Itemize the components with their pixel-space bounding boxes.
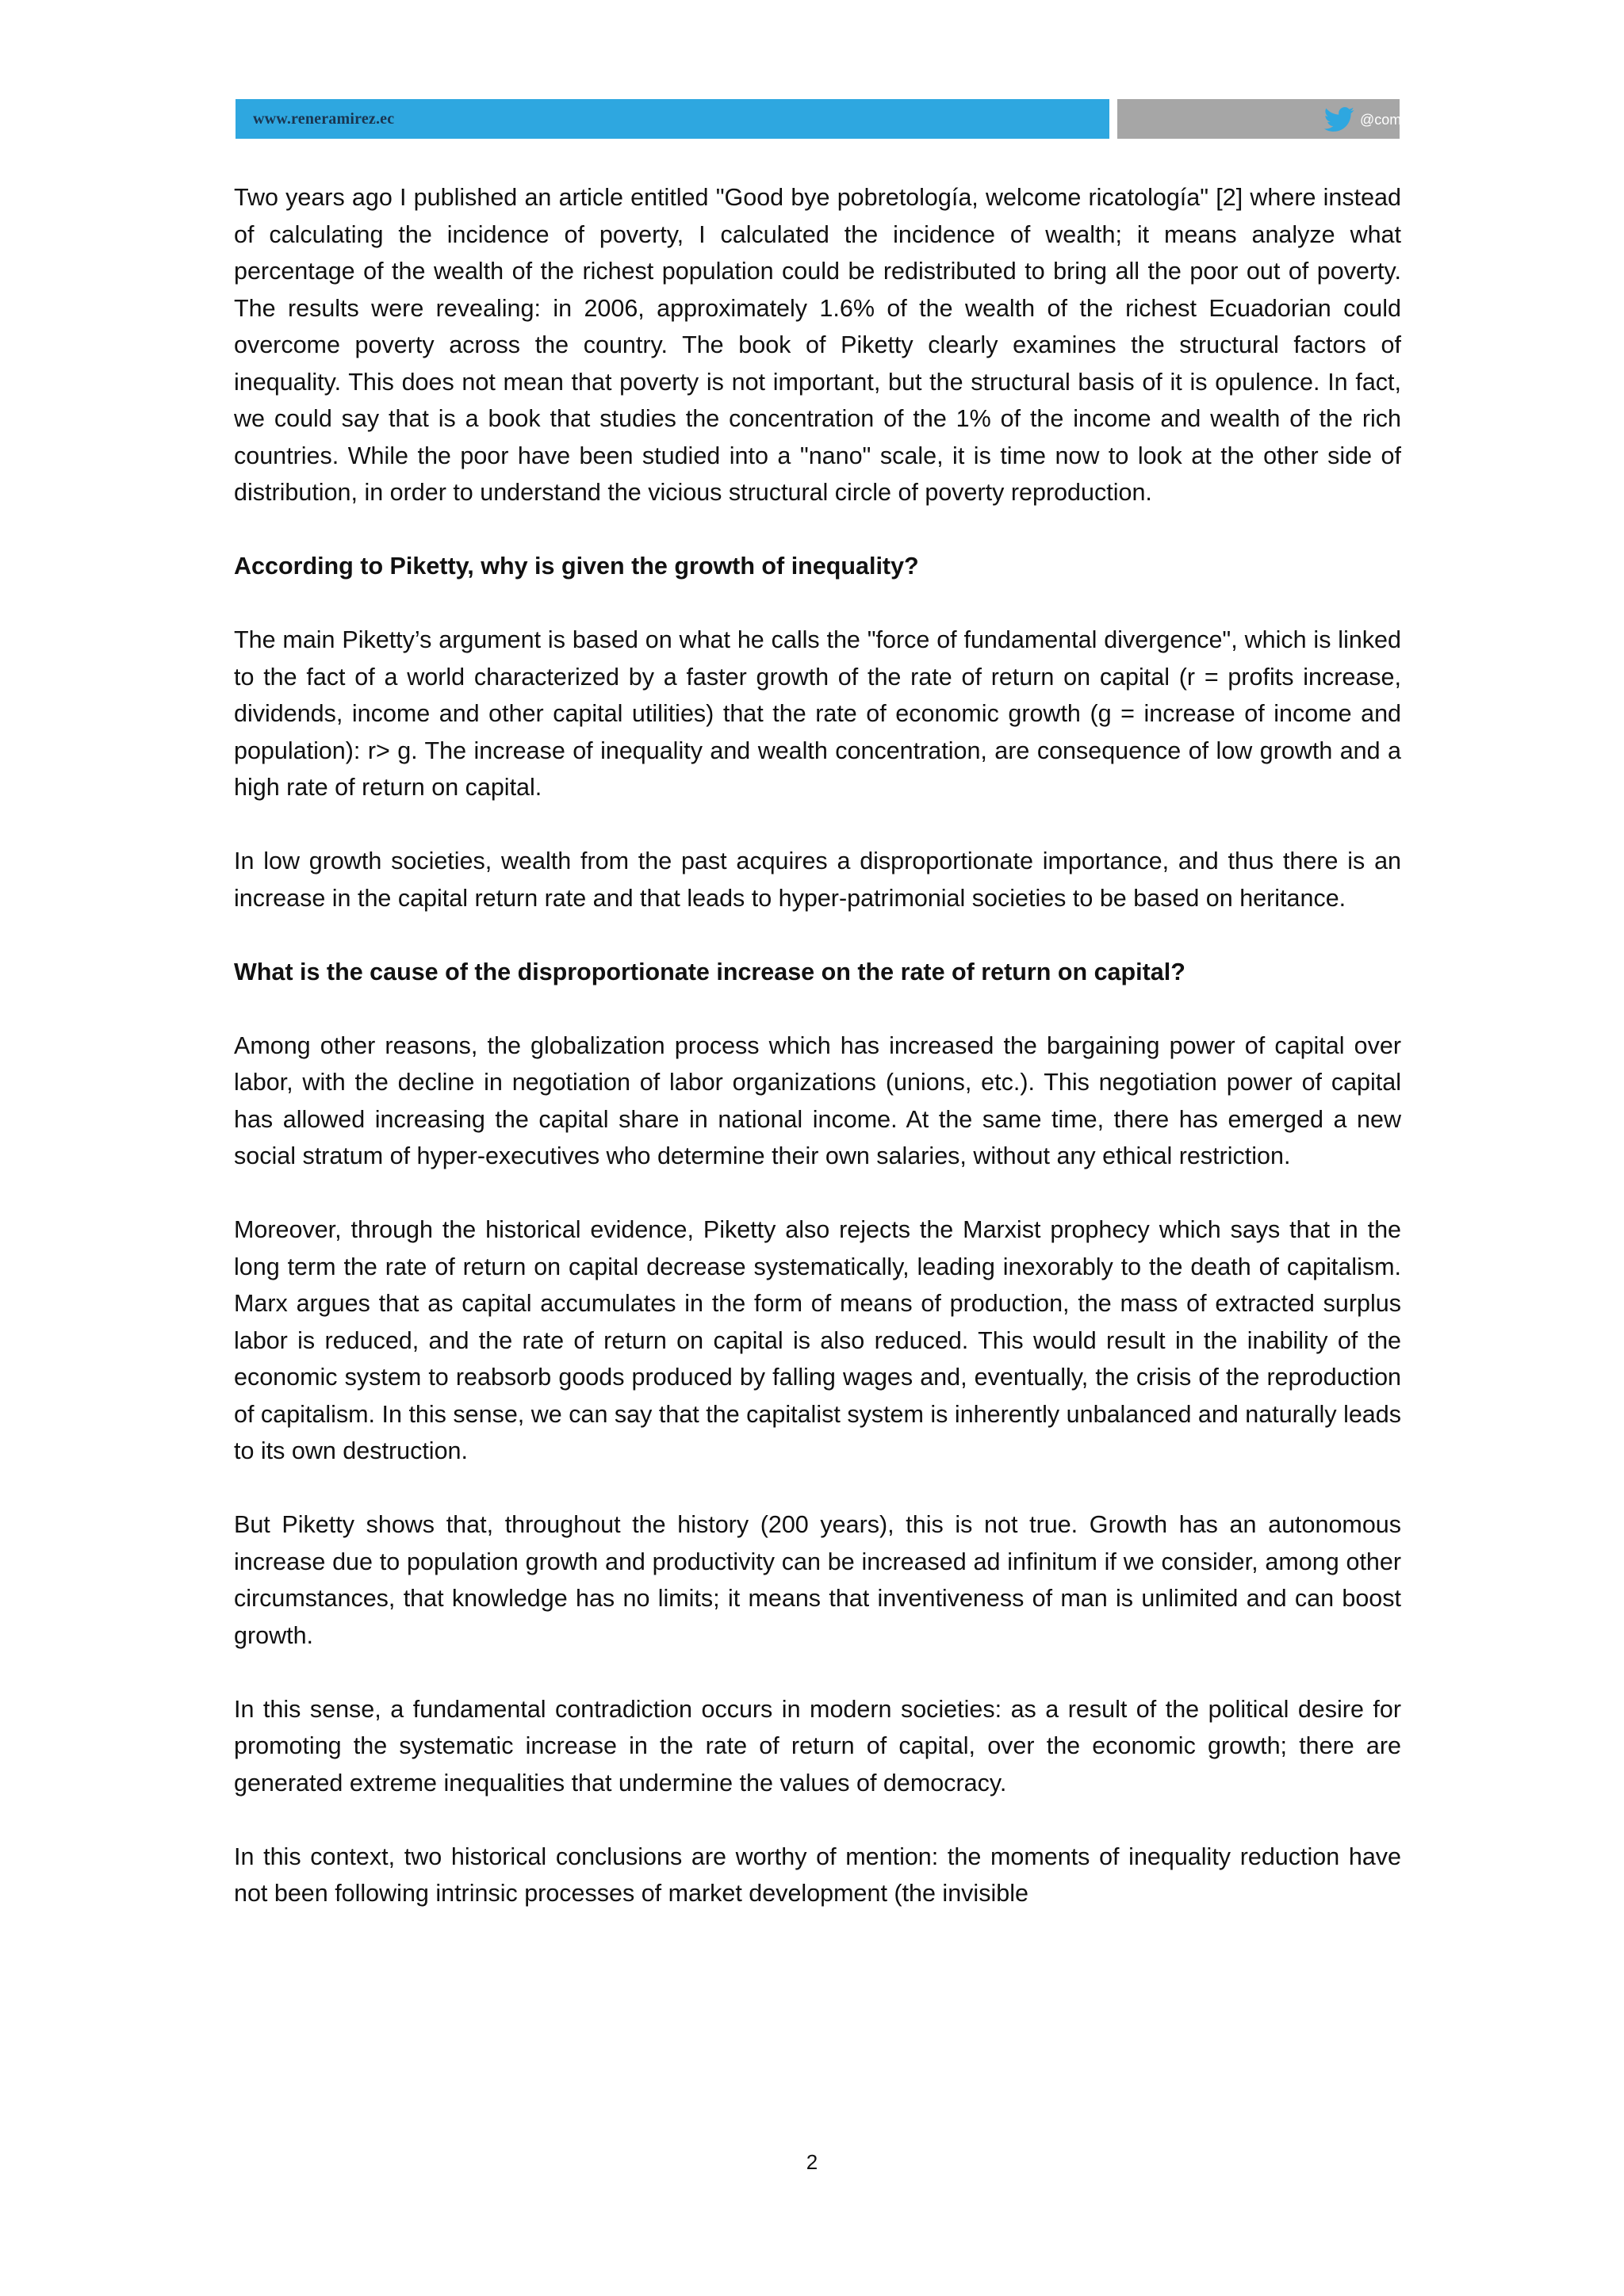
- paragraph-4: Among other reasons, the globalization process which has increased the bargaining power of capital over labor, with the decline in negotiation of labor organizations (unions, etc.). This negotiation power of capital has allowed increasing the capital share in national income. At the same time, there has emerged a new social stratum of hyper-executives who determine their own salaries, without any ethical restriction.: [234, 1031, 1401, 1169]
- twitter-handle: @compaIRENE: [1360, 111, 1461, 128]
- twitter-bird-icon: [1322, 107, 1357, 132]
- paragraph-8: In this context, two historical conclusions are worthy of mention: the moments of inequality reduction have not been following intrinsic processes of market development (the invisible: [234, 1843, 1401, 1907]
- page-number: 2: [806, 2150, 818, 2174]
- header-bar-right: [1117, 99, 1461, 139]
- section-heading-inequality-growth: According to Piketty, why is given the growth of inequality?: [234, 553, 919, 580]
- paragraph-3: In low growth societies, wealth from the past acquires a disproportionate importance, and thus there is an increase in the capital return rate and that leads to hyper-patrimonial societies to be based on heritance.: [234, 848, 1401, 912]
- site-url[interactable]: www.reneramirez.ec: [253, 110, 395, 128]
- twitter-link[interactable]: [1322, 107, 1461, 132]
- paragraph-5: Moreover, through the historical evidence, Piketty also rejects the Marxist prophecy which says that in the long term the rate of return on capital decrease systematically, leading inexorably to the death of capitalism. Marx argues that as capital accumulates in the form of means of production, the mass of extracted surplus labor is reduced, and the rate of return on capital is also reduced. This would result in the inability of the economic system to reabsorb goods produced by falling wages and, eventually, the crisis of the reproduction of capitalism. In this sense, we can say that the capitalist system is inherently unbalanced and naturally leads to its own destruction.: [234, 1216, 1401, 1464]
- paragraph-2: The main Piketty’s argument is based on what he calls the "force of fundamental divergence", which is linked to the fact of a world characterized by a faster growth of the rate of return on capital (r = profits increase, dividends, income and other capital utilities) that the rate of economic growth (g = increase of income and population): r> g. The increase of inequality and wealth concentration, are consequence of low growth and a high rate of return on capital.: [234, 626, 1401, 801]
- section-heading-return-on-capital: What is the cause of the disproportionate increase on the rate of return on capital?: [234, 958, 1185, 985]
- document-body: [234, 179, 1401, 1949]
- paragraph-1: Two years ago I published an article entitled "Good bye pobretología, welcome ricatología" [2] where instead of calculating the incidence of poverty, I calculated the incidence of wealth; it means analyze what percentage of the wealth of the richest population could be redistributed to bring all the poor out of poverty. The results were revealing: in 2006, approximately 1.6% of the wealth of the richest Ecuadorian could overcome poverty across the country. The book of Piketty clearly examines the structural factors of inequality. This does not mean that poverty is not important, but the structural basis of it is opulence. In fact, we could say that is a book that studies the concentration of the 1% of the income and wealth of the rich countries. While the poor have been studied into a "nano" scale, it is time now to look at the other side of distribution, in order to understand the vicious structural circle of poverty reproduction.: [234, 184, 1401, 506]
- header-banner: [236, 99, 1461, 139]
- paragraph-7: In this sense, a fundamental contradiction occurs in modern societies: as a result of the political desire for promoting the systematic increase in the rate of return of capital, over the economic growth; there are generated extreme inequalities that undermine the values of democracy.: [234, 1695, 1401, 1797]
- header-bar-gap: [1109, 99, 1117, 139]
- header-bar-left: [236, 99, 1109, 139]
- paragraph-6: But Piketty shows that, throughout the history (200 years), this is not true. Growth has an autonomous increase due to population growth and productivity can be increased ad infinitum if we consider, among other circumstances, that knowledge has no limits; it means that inventiveness of man is unlimited and can boost growth.: [234, 1511, 1401, 1649]
